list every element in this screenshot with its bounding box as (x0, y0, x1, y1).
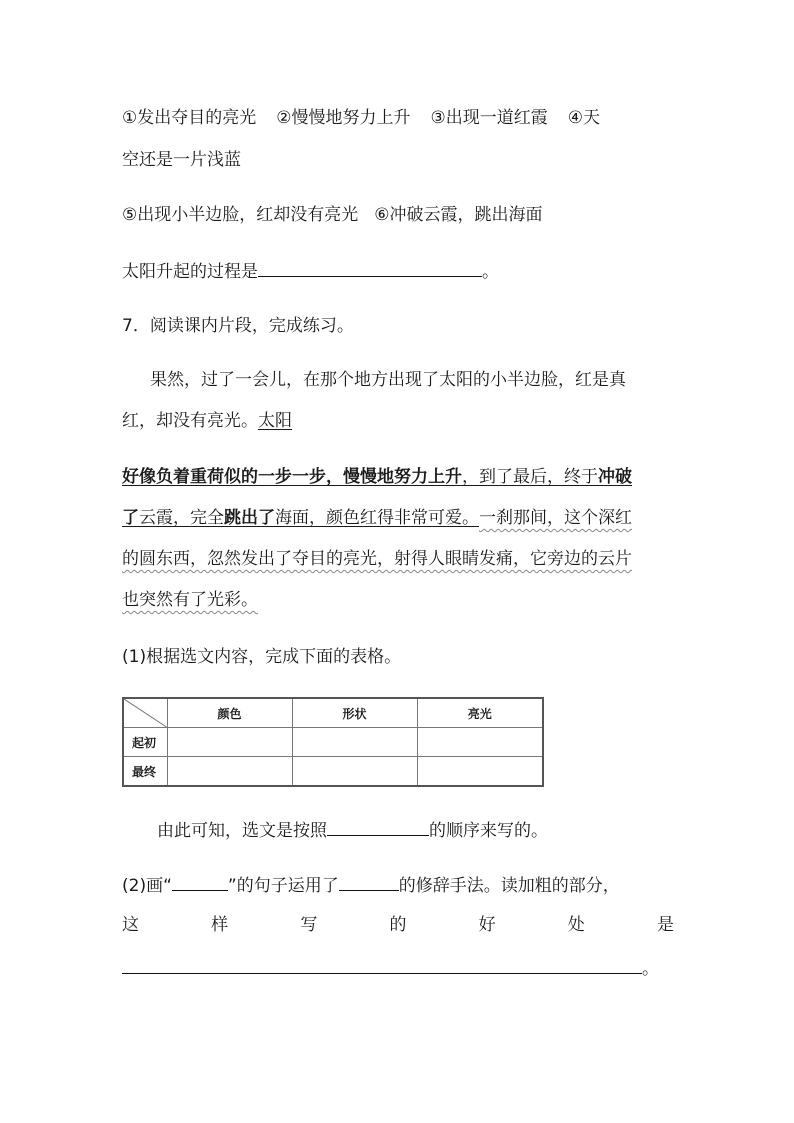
q7-2-line: (2)画“ ”的句子运用了 的修辞手法。读加粗的部分， (122, 872, 620, 898)
table-header-color: 颜色 (167, 698, 292, 728)
option-1: ①发出夺目的亮光 (122, 108, 257, 128)
q6-answer-line: 太阳升起的过程是 。 (122, 258, 499, 284)
passage-line-3: 好像负着重荷似的一步一步，慢慢地努力上升，到了最后，终于冲破 (122, 467, 632, 487)
q7-1-follow-line: 由此可知，选文是按照 的顺序来写的。 (157, 817, 548, 843)
passage-line-4: 了云霞，完全跳出了海面，颜色红得非常可爱。一刹那间，这个深红 (122, 508, 632, 528)
rhetoric-answer-blank[interactable] (339, 872, 399, 891)
table-header-row (123, 698, 543, 728)
passage-line-1: 果然，过了一会儿，在那个地方出现了太阳的小半边脸，红是真 (150, 370, 626, 390)
option-5: ⑤出现小半边脸，红却没有亮光 (122, 205, 359, 225)
q6-answer-blank[interactable] (258, 258, 482, 277)
options-line-1 (122, 106, 600, 130)
table-cell-input[interactable] (417, 728, 543, 757)
order-answer-blank[interactable] (327, 817, 429, 836)
option-3: ③出现一道红霞 (430, 108, 548, 128)
table-cell-input[interactable] (167, 728, 292, 757)
q7-1-prompt: (1)根据选文内容，完成下面的表格。 (122, 647, 402, 667)
option-4: ④天 (567, 108, 600, 128)
comparison-table (122, 697, 544, 787)
options-line-1-cont: 空还是一片浅蓝 (122, 150, 241, 170)
q7-2-spread-line: 这 样 写 的 好 处 是 (122, 915, 674, 935)
table-cell-input[interactable] (417, 757, 543, 787)
table-cell-input[interactable] (292, 757, 417, 787)
passage-line-2: 红，却没有亮光。太阳 (122, 411, 292, 431)
q7-title: 7．阅读课内片段，完成练习。 (122, 316, 354, 336)
table-row-label: 起初 (123, 728, 167, 757)
table-cell-input[interactable] (292, 728, 417, 757)
diagonal-line (124, 699, 167, 727)
benefit-answer-blank[interactable] (122, 955, 642, 974)
table-header-shape: 形状 (292, 698, 417, 728)
options-line-2 (122, 203, 543, 227)
table-header-light: 亮光 (417, 698, 543, 728)
passage-line-5: 的圆东西，忽然发出了夺目的亮光，射得人眼睛发痛，它旁边的云片 (122, 549, 632, 569)
table-cell-input[interactable] (167, 757, 292, 787)
q6-prefix: 太阳升起的过程是 (122, 262, 258, 282)
table-row-label: 最终 (123, 757, 167, 787)
line-style-blank[interactable] (172, 872, 228, 891)
option-2: ②慢慢地努力上升 (276, 108, 411, 128)
q7-2-answer-line: 。 (122, 955, 659, 981)
passage-line-6: 也突然有了光彩。 (122, 590, 258, 610)
table-row (123, 728, 543, 757)
option-6: ⑥冲破云霞，跳出海面 (374, 205, 543, 225)
table-corner-cell (123, 698, 167, 728)
table-row (123, 757, 543, 787)
